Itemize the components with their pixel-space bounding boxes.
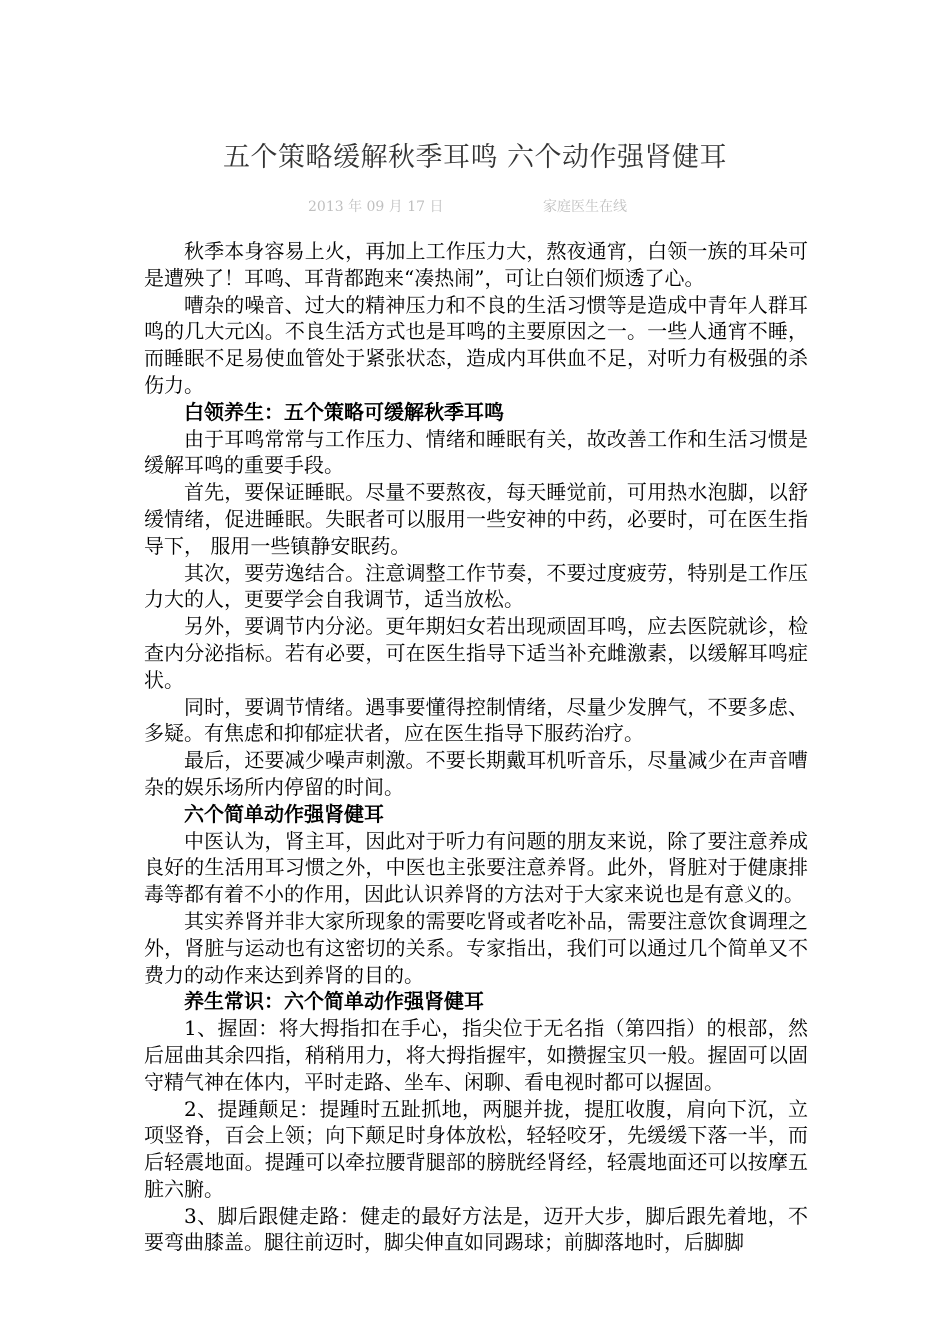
paragraph: 其实养肾并非大家所现象的需要吃肾或者吃补品，需要注意饮食调理之外，肾脏与运动也有这密切的关系。专家指出，我们可以通过几个简单又不费力的动作来达到养肾的目的。 <box>144 908 808 987</box>
paragraph: 中医认为，肾主耳，因此对于听力有问题的朋友来说，除了要注意养成良好的生活用耳习惯之外，中医也主张要注意养肾。此外，肾脏对于健康排毒等都有着不小的作用，因此认识养肾的方法对于大家来说也是有意义的。 <box>144 828 808 907</box>
paragraph: 最后，还要减少噪声刺激。不要长期戴耳机听音乐，尽量减少在声音嘈杂的娱乐场所内停留的时间。 <box>144 748 808 799</box>
publish-date: 2013 年 09 月 17 日 <box>308 199 444 215</box>
paragraph: 2、提踵颠足：提踵时五趾抓地，两腿并拢，提肛收腹，肩向下沉，立项竖脊，百会上领；向下颠足时身体放松，轻轻咬牙，先缓缓下落一半，而后轻震地面。提踵可以牵拉腰背腿部的膀胱经肾经，轻震地面还可以按摩五脏六腑。 <box>144 1096 808 1201</box>
paragraph: 3、脚后跟健走路：健走的最好方法是，迈开大步，脚后跟先着地，不要弯曲膝盖。腿往前迈时，脚尖伸直如同踢球；前脚落地时，后脚脚 <box>144 1203 808 1255</box>
article-title: 五个策略缓解秋季耳鸣 六个动作强肾健耳 <box>222 142 728 173</box>
paragraph: 同时，要调节情绪。遇事要懂得控制情绪，尽量少发脾气，不要多虑、多疑。有焦虑和抑郁症状者，应在医生指导下服药治疗。 <box>144 694 808 746</box>
article-meta <box>0 196 950 218</box>
section-heading: 养生常识：六个简单动作强肾健耳 <box>184 989 484 1014</box>
paragraph: 嘈杂的噪音、过大的精神压力和不良的生活习惯等是造成中青年人群耳鸣的几大元凶。不良生活方式也是耳鸣的主要原因之一。一些人通宵不睡，而睡眠不足易使血管处于紧张状态，造成内耳供血不足，对听力有极强的杀伤力。 <box>144 292 808 397</box>
article-body <box>144 238 808 1256</box>
paragraph: 秋季本身容易上火，再加上工作压力大，熬夜通宵，白领一族的耳朵可是遭殃了！耳鸣、耳背都跑来“凑热闹”，可让白领们烦透了心。 <box>144 239 808 290</box>
paragraph: 其次，要劳逸结合。注意调整工作节奏，不要过度疲劳，特别是工作压力大的人，更要学会自我调节，适当放松。 <box>144 560 808 612</box>
article-source: 家庭医生在线 <box>543 199 627 215</box>
paragraph: 1、握固：将大拇指扣在手心，指尖位于无名指（第四指）的根部，然后屈曲其余四指，稍稍用力，将大拇指握牢，如攒握宝贝一般。握固可以固守精气神在体内，平时走路、坐车、闲聊、看电视时都可以握固。 <box>144 1016 808 1094</box>
paragraph: 由于耳鸣常常与工作压力、情绪和睡眠有关，故改善工作和生活习惯是缓解耳鸣的重要手段。 <box>144 426 808 478</box>
section-heading: 白领养生：五个策略可缓解秋季耳鸣 <box>184 399 504 424</box>
paragraph: 首先，要保证睡眠。尽量不要熬夜，每天睡觉前，可用热水泡脚，以舒缓情绪，促进睡眠。失眠者可以服用一些安神的中药，必要时，可在医生指导下， 服用一些镇静安眠药。 <box>144 480 808 558</box>
paragraph: 另外，要调节内分泌。更年期妇女若出现顽固耳鸣，应去医院就诊，检查内分泌指标。若有必要，可在医生指导下适当补充雌激素，以缓解耳鸣症状。 <box>144 614 808 692</box>
section-heading: 六个简单动作强肾健耳 <box>184 801 384 826</box>
